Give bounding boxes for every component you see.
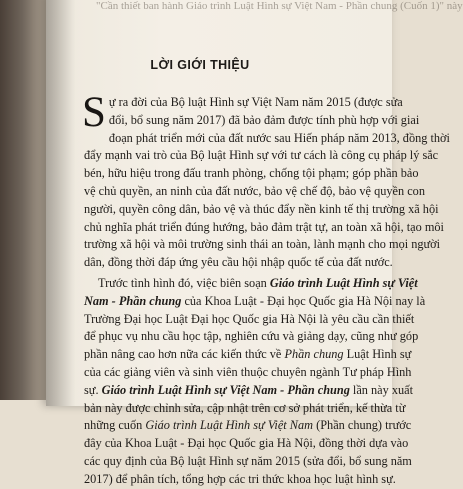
emphasis: Giáo trình Luật Hình sự Việt Nam - Phần chung bbox=[101, 382, 350, 397]
text-span: (Phần chung) trước bbox=[313, 418, 412, 433]
emphasis: Nam - Phần chung bbox=[84, 293, 182, 308]
text-span: Luật Hình sự bbox=[343, 347, 412, 362]
text-line: ự ra đời của Bộ luật Hình sự Việt Nam năm 2015 (được sửa bbox=[108, 95, 403, 109]
text-span: phần nâng cao hơn nữa các kiến thức về bbox=[84, 347, 285, 362]
text-line: của các giảng viên và sinh viên thuộc chuyên ngành Tư pháp Hình bbox=[84, 364, 412, 379]
text-line: 2017) để phân tích, tổng hợp các tri thức khoa học luật hình sự. bbox=[84, 471, 396, 486]
text-span: những cuốn bbox=[84, 418, 146, 433]
emphasis: Phần chung bbox=[284, 347, 344, 362]
paragraph-1 bbox=[82, 89, 450, 272]
text-line: để phục vụ nhu cầu học tập, nghiên cứu và giảng dạy, cũng như góp bbox=[84, 329, 419, 344]
text-line: bản này được chỉnh sửa, cập nhật trên cơ sở phát triển, kế thừa từ bbox=[84, 400, 406, 415]
text-line bbox=[84, 346, 412, 364]
text-line: dân, đồng thời đáp ứng yêu cầu hội nhập quốc tế của đất nước. bbox=[84, 255, 393, 270]
text-line: người, quyền công dân, bảo vệ và thúc đẩy nền kinh tế thị trường xã hội bbox=[84, 201, 439, 216]
text-line: vệ chủ quyền, an ninh của đất nước, bảo vệ chế độ, bảo vệ quyền con bbox=[84, 183, 425, 198]
text-line: đoạn phát triển mới của đất nước sau Hiến pháp năm 2013, đồng thời bbox=[108, 130, 450, 145]
text-line: bén, hữu hiệu trong đấu tranh phòng, chống tội phạm; góp phần bảo bbox=[84, 166, 419, 181]
text-span: lần này xuất bbox=[349, 382, 414, 397]
emphasis: Giáo trình Luật Hình sự Việt bbox=[269, 275, 418, 290]
paragraph-2 bbox=[84, 275, 426, 489]
drop-cap: S bbox=[82, 89, 106, 136]
text-span: của Khoa Luật - Đại học Quốc gia Hà Nội nay là bbox=[181, 293, 426, 308]
text-line: Trường Đại học Luật Đại học Quốc gia Hà Nội là yêu cầu cần thiết bbox=[84, 311, 415, 326]
text-line: chủ nghĩa phát triển đúng hướng, bảo đảm trật tự, an toàn xã hội, tạo môi bbox=[84, 219, 444, 234]
text-line: trường xã hội và môi trường sinh thái an toàn, lành mạnh cho mọi người bbox=[84, 237, 441, 252]
page-heading: LỜI GIỚI THIỆU bbox=[150, 58, 250, 72]
faded-top-text: "Cần thiết ban hành Giáo trình Luật Hình sự Việt Nam - Phần chung (Cuốn 1)" này bbox=[96, 0, 463, 12]
text-span: sự. bbox=[84, 382, 102, 397]
emphasis: Giáo trình Luật Hình sự Việt Nam bbox=[145, 418, 314, 433]
text-line: đây của Khoa Luật - Đại học Quốc gia Hà Nội, đồng thời dựa vào bbox=[84, 436, 409, 451]
page-body bbox=[82, 89, 450, 489]
text-line bbox=[84, 275, 418, 293]
text-line: đẩy mạnh vai trò của Bộ luật Hình sự với tư cách là công cụ pháp lý sắc bbox=[84, 148, 439, 163]
text-line bbox=[84, 293, 426, 311]
text-line: đổi, bổ sung năm 2017) đã bảo đảm được tính phù hợp với giai bbox=[108, 112, 420, 127]
text-span: Trước tình hình đó, việc biên soạn bbox=[98, 275, 270, 290]
text-line: các quy định của Bộ luật Hình sự năm 2015 (sửa đổi, bổ sung năm bbox=[84, 453, 412, 468]
text-line bbox=[84, 417, 412, 435]
text-line bbox=[84, 382, 414, 400]
